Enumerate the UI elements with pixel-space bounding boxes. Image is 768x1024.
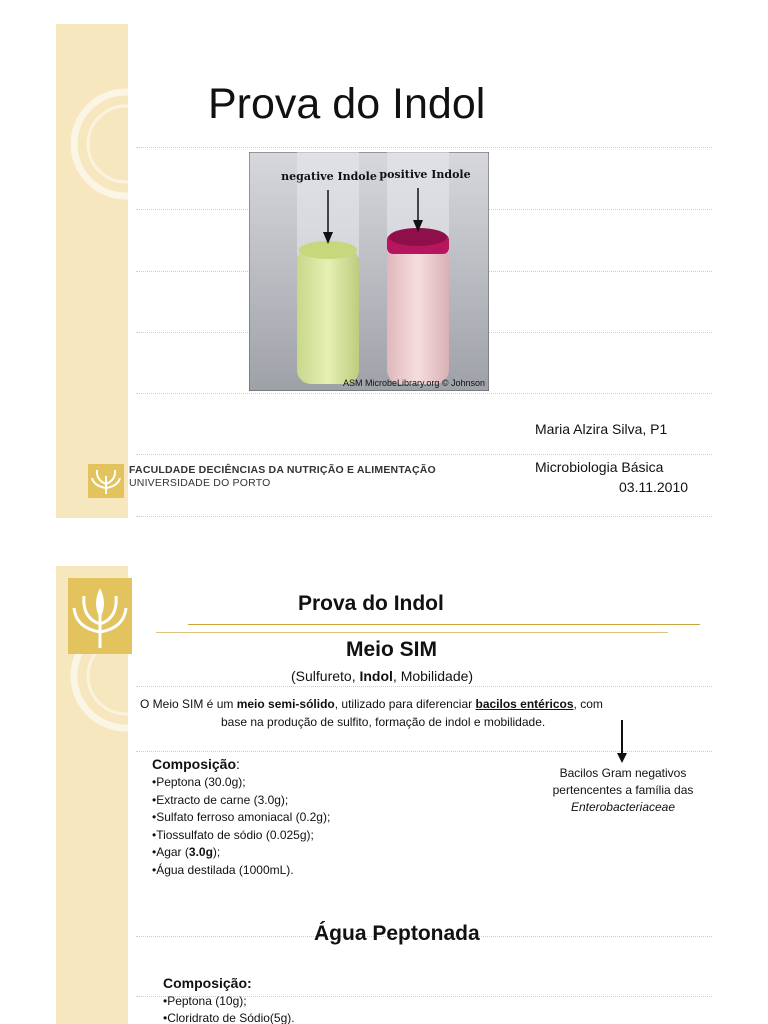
negative-tube [297, 248, 359, 384]
slide-title [56, 24, 712, 518]
gold-rule [188, 624, 700, 625]
description-line-2: base na produção de sulfito, formação de indol e mobilidade. [221, 715, 546, 729]
university-emblem [68, 578, 132, 654]
enterobacteriaceae-note: Bacilos Gram negativos pertencentes a família das Enterobacteriaceae [552, 766, 694, 814]
author: Maria Alzira Silva, P1 [535, 421, 668, 437]
photo-credit: ASM MicrobeLibrary.org © Johnson [342, 378, 485, 388]
list-item: •Tiossulfato de sódio (0.025g); [152, 827, 314, 842]
ring-ornament [56, 24, 128, 518]
gold-rule [156, 632, 668, 633]
list-item: •Sulfato ferroso amoniacal (0.2g); [152, 810, 331, 824]
slide-sim-medium [56, 566, 712, 1024]
down-arrow-icon [616, 720, 628, 764]
presentation-date: 03.11.2010 [619, 479, 689, 495]
university-logo [88, 464, 124, 498]
divider [136, 516, 712, 517]
list-item: •Peptona (30.0g); [152, 775, 246, 789]
description-line-1: O Meio SIM é um meio semi-sólido, utilizado para diferenciar bacilos entéricos, com [140, 697, 603, 711]
university-name: UNIVERSIDADE DO PORTO [129, 477, 271, 489]
peptone-water-composition: Composição: •Peptona (10g); •Cloridrato de Sódio(5g). [163, 973, 295, 1024]
list-item: •Extracto de carne (3.0g); [152, 792, 289, 807]
page-title: Prova do Indol [208, 80, 486, 128]
section-title: Água Peptonada [314, 922, 480, 945]
sim-composition-list: Composição: •Peptona (30.0g); •Extracto de carne (3.0g); •Sulfato ferroso amoniacal (0.2g); •Tiossulfato de sódio (0.025g); •Agar (3.0g); •Água destilada (1000mL). [152, 754, 330, 879]
list-item: •Peptona (10g); [163, 994, 247, 1008]
positive-label: positive Indole [379, 168, 471, 181]
list-item: •Agar (3.0g); [152, 845, 221, 859]
faculty-name: FACULDADE DECIÊNCIAS DA NUTRIÇÃO E ALIMENTAÇÃO [129, 464, 436, 476]
list-item: •Água destilada (1000mL). [152, 862, 294, 877]
medium-subtitle: (Sulfureto, Indol, Mobilidade) [291, 668, 474, 684]
divider [136, 454, 712, 455]
medium-title: Meio SIM [346, 638, 438, 661]
slide-title: Prova do Indol [298, 592, 444, 615]
divider [136, 686, 712, 687]
negative-label: negative Indole [281, 170, 377, 183]
positive-tube [387, 244, 449, 384]
divider [136, 147, 712, 148]
list-item: •Cloridrato de Sódio(5g). [163, 1011, 295, 1024]
decorative-side-band [56, 24, 128, 518]
indole-test-tubes-photo [249, 152, 489, 391]
divider [136, 393, 712, 394]
course-name: Microbiologia Básica [535, 459, 664, 475]
